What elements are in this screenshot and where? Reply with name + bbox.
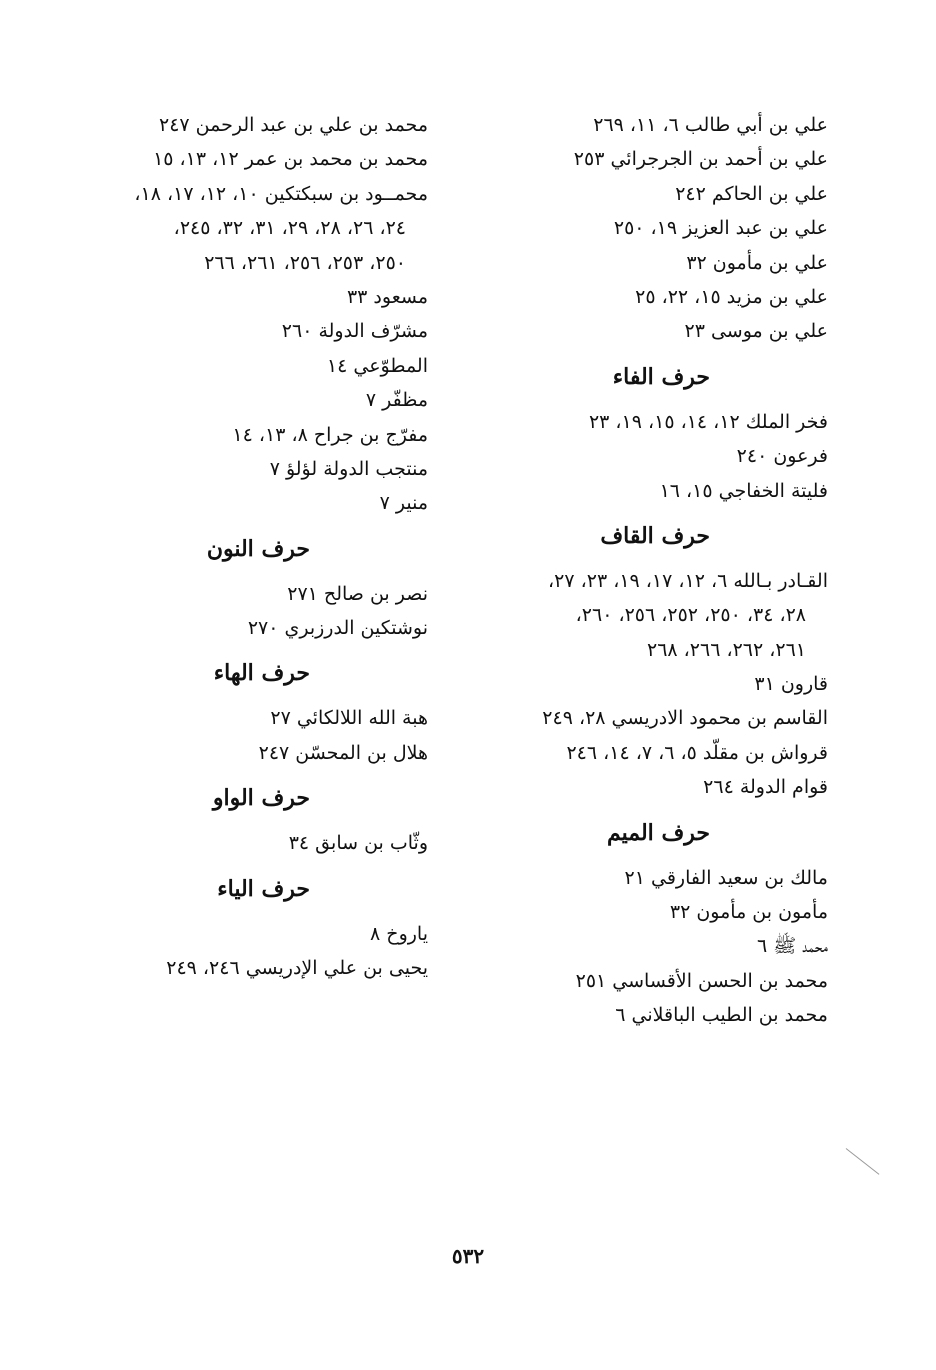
index-entry: علي بن الحاكم ٢٤٢: [675, 182, 828, 205]
letter-heading: حرف الميم: [606, 819, 710, 846]
index-entry: مظفّر ٧: [365, 389, 428, 412]
index-entry: القاسم بن محمود الادريسي ٢٨، ٢٤٩: [542, 707, 828, 730]
index-entry: مشرّف الدولة ٢٦٠: [281, 320, 428, 343]
index-entry: علي بن مزيد ١٥، ٢٢، ٢٥: [635, 285, 828, 308]
index-entry: نصر بن صالح ٢٧١: [287, 582, 428, 605]
index-entry: فخر الملك ١٢، ١٤، ١٥، ١٩، ٢٣: [588, 410, 828, 433]
page-number: ٥٣٢: [451, 1244, 485, 1268]
letter-heading: حرف الياء: [217, 875, 310, 902]
letter-heading: حرف الهاء: [213, 660, 310, 687]
index-entry-continuation: ٢٦١، ٢٦٢، ٢٦٦، ٢٦٨: [646, 638, 806, 661]
index-column-right: [448, 108, 828, 1033]
index-entry: محمد ﷺ ٦: [757, 935, 828, 958]
index-entry: محمد بن محمد بن عمر ١٢، ١٣، ١٥: [153, 148, 428, 171]
index-entry: ياروخ ٨: [370, 922, 428, 945]
index-entry: علي بن عبد العزيز ١٩، ٢٥٠: [613, 217, 828, 240]
index-entry: مفرّج بن جراح ٨، ١٣، ١٤: [232, 423, 428, 446]
index-entry: علي بن موسى ٢٣: [684, 320, 828, 343]
letter-heading: حرف الواو: [212, 785, 310, 812]
index-entry: منتجب الدولة لؤلؤ ٧: [269, 457, 428, 480]
index-entry-continuation: ٢٥٠، ٢٥٣، ٢٥٦، ٢٦١، ٢٦٦: [204, 251, 406, 274]
index-column-left: [28, 108, 428, 985]
index-entry: علي بن أبي طالب ٦، ١١، ٢٦٩: [593, 114, 828, 136]
index-entry: قارون ٣١: [754, 673, 828, 696]
index-entry: علي بن مأمون ٣٢: [686, 251, 828, 274]
index-entry: قرواش بن مقلّد ٥، ٦، ٧، ١٤، ٢٤٦: [566, 741, 828, 764]
index-entry: مسعود ٣٣: [346, 285, 428, 308]
index-entry: فليتة الخفاجي ١٥، ١٦: [659, 479, 828, 502]
index-entry: يحيى بن علي الإدريسي ٢٤٦، ٢٤٩: [166, 957, 428, 980]
letter-heading: حرف الفاء: [612, 363, 710, 390]
index-entry: منير ٧: [379, 492, 428, 515]
index-entry: هبة الله اللالكائي ٢٧: [270, 707, 428, 730]
index-entry: مالك بن سعيد الفارقي ٢١: [624, 866, 828, 889]
index-entry: هلال بن المحسّن ٢٤٧: [258, 741, 428, 764]
index-entry: محمــود بن سبكتكين ١٠، ١٢، ١٧، ١٨،: [134, 182, 428, 205]
index-entry: القـادر بـالله ٦، ١٢، ١٧، ١٩، ٢٣، ٢٧،: [548, 569, 828, 592]
index-entry: محمد بن الحسن الأقساسي ٢٥١: [575, 969, 828, 992]
index-entry: محمد بن الطيب الباقلاني ٦: [615, 1004, 828, 1027]
index-entry: المطوّعي ١٤: [326, 354, 428, 377]
letter-heading: حرف القاف: [600, 522, 710, 549]
index-entry-continuation: ٢٤، ٢٦، ٢٨، ٢٩، ٣١، ٣٢، ٢٤٥،: [173, 217, 406, 240]
scan-artifact-line: [846, 1148, 880, 1175]
index-entry: قوام الدولة ٢٦٤: [703, 776, 828, 799]
letter-heading: حرف النون: [206, 535, 310, 562]
index-entry: وثّاب بن سابق ٣٤: [288, 832, 428, 855]
index-entry: محمد بن علي بن عبد الرحمن ٢٤٧: [158, 114, 428, 136]
index-entry: فرعون ٢٤٠: [736, 445, 828, 468]
index-entry-continuation: ٢٨، ٣٤، ٢٥٠، ٢٥٢، ٢٥٦، ٢٦٠،: [575, 604, 806, 627]
index-entry: نوشتكين الدرزبري ٢٧٠: [247, 617, 428, 640]
index-entry: مأمون بن مأمون ٣٢: [669, 901, 828, 924]
index-entry: علي بن أحمد بن الجرجرائي ٢٥٣: [573, 148, 828, 171]
